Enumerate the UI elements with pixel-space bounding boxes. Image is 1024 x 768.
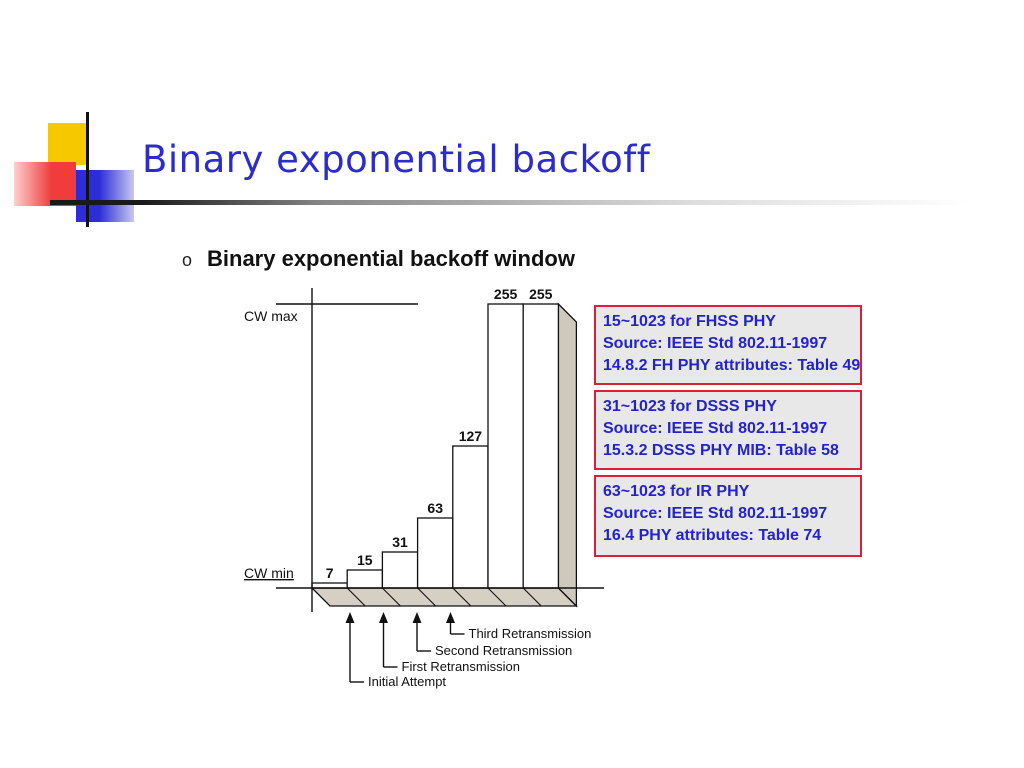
annotation-label: Initial Attempt <box>368 674 447 689</box>
slide-subtitle: Binary exponential backoff window <box>207 246 575 271</box>
info-box-dsss <box>594 390 862 470</box>
info-line: 63~1023 for IR PHY <box>603 483 750 500</box>
info-line: 15~1023 for FHSS PHY <box>603 313 776 330</box>
bar-value-label: 31 <box>392 534 408 550</box>
bar <box>453 446 488 588</box>
info-line: 15.3.2 DSSS PHY MIB: Table 58 <box>603 442 839 459</box>
info-box-fhss <box>594 305 862 385</box>
annotation-label: Third Retransmission <box>468 626 592 641</box>
chart-floor <box>312 588 576 606</box>
info-line: Source: IEEE Std 802.11-1997 <box>603 420 828 437</box>
info-line: Source: IEEE Std 802.11-1997 <box>603 505 828 522</box>
info-line: Source: IEEE Std 802.11-1997 <box>603 335 828 352</box>
chart-annotations <box>346 612 592 689</box>
annotation-label: Second Retransmission <box>435 643 573 658</box>
bar <box>312 583 347 588</box>
cw-max-label: CW max <box>244 308 298 324</box>
chart-side-face <box>558 304 576 606</box>
bar-value-label: 7 <box>325 565 334 581</box>
chart-bars <box>312 286 558 588</box>
bar <box>347 570 382 588</box>
arrow-up-icon <box>379 612 388 623</box>
bullet-marker: o <box>182 250 193 270</box>
bar-value-label: 15 <box>357 552 373 568</box>
bar-value-label: 63 <box>427 500 443 516</box>
info-line: 14.8.2 FH PHY attributes: Table 49 <box>603 357 861 374</box>
bar <box>418 518 453 588</box>
bar <box>488 304 523 588</box>
cw-min-label: CW min <box>244 565 294 581</box>
info-box-ir <box>594 475 862 557</box>
bar-value-label: 255 <box>493 286 518 302</box>
arrow-up-icon <box>413 612 422 623</box>
bar <box>523 304 558 588</box>
annotation-label: First Retransmission <box>401 659 520 674</box>
arrow-up-icon <box>446 612 455 623</box>
slide-title: Binary exponential backoff <box>142 138 651 181</box>
bar <box>382 552 417 588</box>
info-line: 31~1023 for DSSS PHY <box>603 398 777 415</box>
bar-value-label: 255 <box>529 286 553 302</box>
info-line: 16.4 PHY attributes: Table 74 <box>603 527 822 544</box>
arrow-up-icon <box>346 612 355 623</box>
bar-value-label: 127 <box>458 428 483 444</box>
